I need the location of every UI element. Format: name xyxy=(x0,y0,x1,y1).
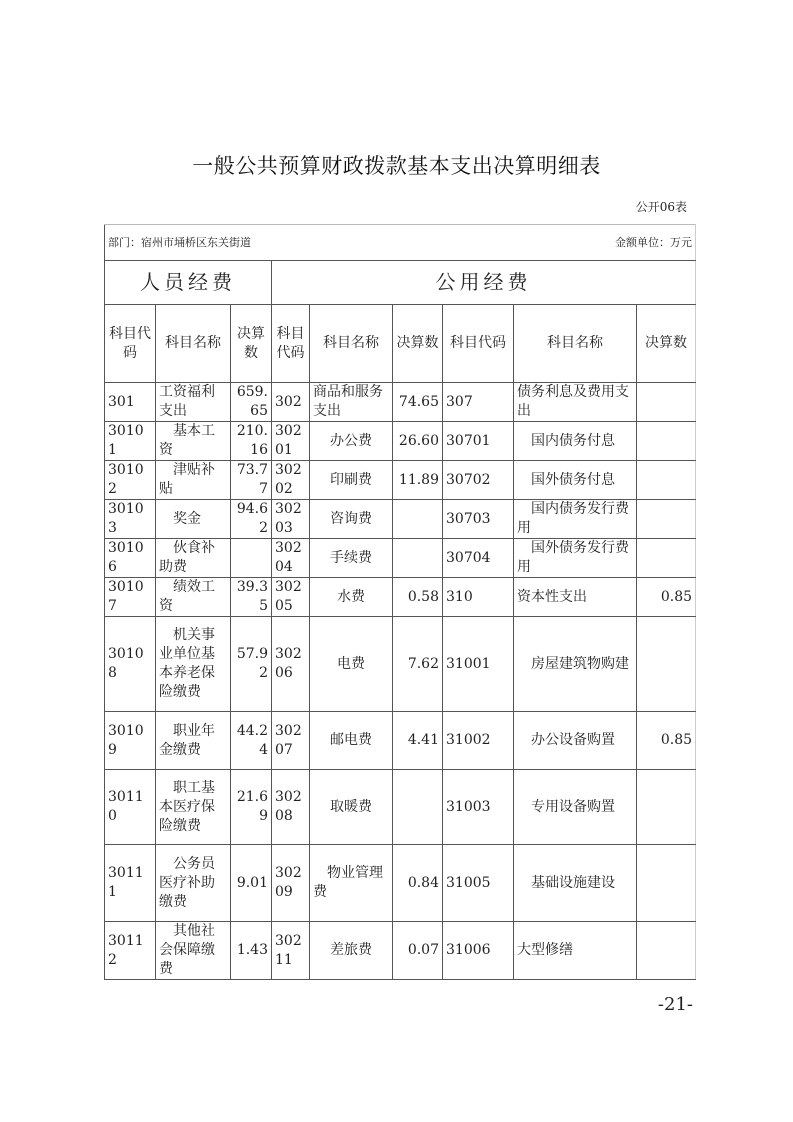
table-row xyxy=(105,617,696,712)
public-name: 电费 xyxy=(310,617,393,712)
personnel-code: 30109 xyxy=(105,712,156,770)
other-code: 31006 xyxy=(443,922,514,980)
header-name: 科目名称 xyxy=(310,305,393,383)
other-amount xyxy=(637,383,696,422)
personnel-amount: 44.24 xyxy=(231,712,272,770)
personnel-name: 公务员医疗补助缴费 xyxy=(156,845,231,922)
header-amount: 决算数 xyxy=(231,305,272,383)
other-name: 房屋建筑物购建 xyxy=(514,617,637,712)
personnel-name: 基本工资 xyxy=(156,422,231,461)
public-name: 印刷费 xyxy=(310,461,393,500)
public-name: 水费 xyxy=(310,578,393,617)
header-name: 科目名称 xyxy=(156,305,231,383)
other-code: 310 xyxy=(443,578,514,617)
header-amount: 决算数 xyxy=(637,305,696,383)
public-name: 手续费 xyxy=(310,539,393,578)
other-name: 国内债务付息 xyxy=(514,422,637,461)
other-name: 债务利息及费用支出 xyxy=(514,383,637,422)
public-code: 30205 xyxy=(272,578,310,617)
public-code: 30204 xyxy=(272,539,310,578)
personnel-code: 30112 xyxy=(105,922,156,980)
public-code: 30201 xyxy=(272,422,310,461)
public-amount: 0.07 xyxy=(393,922,443,980)
personnel-amount: 21.69 xyxy=(231,770,272,845)
other-name: 国外债务付息 xyxy=(514,461,637,500)
page-title: 一般公共预算财政拨款基本支出决算明细表 xyxy=(192,154,601,178)
department-label: 部门：宿州市埇桥区东关街道 xyxy=(108,236,251,249)
public-code: 30207 xyxy=(272,712,310,770)
table-row xyxy=(105,770,696,845)
public-amount xyxy=(393,500,443,539)
info-row xyxy=(105,225,696,261)
public-amount: 7.62 xyxy=(393,617,443,712)
other-code: 31003 xyxy=(443,770,514,845)
other-name: 国内债务发行费用 xyxy=(514,500,637,539)
personnel-code: 30103 xyxy=(105,500,156,539)
personnel-code: 30106 xyxy=(105,539,156,578)
page-number: -21- xyxy=(657,994,693,1015)
other-code: 30704 xyxy=(443,539,514,578)
personnel-code: 30108 xyxy=(105,617,156,712)
public-name: 咨询费 xyxy=(310,500,393,539)
other-code: 30702 xyxy=(443,461,514,500)
table-row xyxy=(105,539,696,578)
section-header-row xyxy=(105,261,696,305)
table-row xyxy=(105,461,696,500)
personnel-code: 30101 xyxy=(105,422,156,461)
personnel-name: 工资福利支出 xyxy=(156,383,231,422)
table-body xyxy=(105,383,696,980)
section-public: 公用经费 xyxy=(272,261,696,305)
personnel-name: 奖金 xyxy=(156,500,231,539)
header-name: 科目名称 xyxy=(514,305,637,383)
personnel-name: 绩效工资 xyxy=(156,578,231,617)
unit-label: 金额单位：万元 xyxy=(615,236,693,249)
public-amount: 0.58 xyxy=(393,578,443,617)
other-name: 专用设备购置 xyxy=(514,770,637,845)
table-number: 公开06表 xyxy=(635,200,687,214)
other-code: 30703 xyxy=(443,500,514,539)
personnel-code: 301 xyxy=(105,383,156,422)
public-name: 办公费 xyxy=(310,422,393,461)
table-row xyxy=(105,383,696,422)
personnel-amount: 659.65 xyxy=(231,383,272,422)
expenditure-table xyxy=(104,224,696,980)
other-name: 基础设施建设 xyxy=(514,845,637,922)
public-code: 302 xyxy=(272,383,310,422)
table-row xyxy=(105,712,696,770)
public-code: 30202 xyxy=(272,461,310,500)
public-code: 30209 xyxy=(272,845,310,922)
public-amount: 11.89 xyxy=(393,461,443,500)
personnel-name: 其他社会保障缴费 xyxy=(156,922,231,980)
other-amount xyxy=(637,461,696,500)
header-amount: 决算数 xyxy=(393,305,443,383)
other-name: 办公设备购置 xyxy=(514,712,637,770)
personnel-amount: 1.43 xyxy=(231,922,272,980)
public-code: 30211 xyxy=(272,922,310,980)
other-name: 大型修缮 xyxy=(514,922,637,980)
personnel-amount: 39.35 xyxy=(231,578,272,617)
personnel-amount xyxy=(231,539,272,578)
personnel-amount: 210.16 xyxy=(231,422,272,461)
personnel-amount: 57.92 xyxy=(231,617,272,712)
public-name: 邮电费 xyxy=(310,712,393,770)
other-code: 30701 xyxy=(443,422,514,461)
other-code: 31001 xyxy=(443,617,514,712)
personnel-name: 机关事业单位基本养老保险缴费 xyxy=(156,617,231,712)
other-amount xyxy=(637,500,696,539)
public-code: 30206 xyxy=(272,617,310,712)
personnel-code: 30102 xyxy=(105,461,156,500)
table-row xyxy=(105,578,696,617)
public-amount: 26.60 xyxy=(393,422,443,461)
personnel-code: 30107 xyxy=(105,578,156,617)
personnel-code: 30110 xyxy=(105,770,156,845)
public-amount xyxy=(393,770,443,845)
table-row xyxy=(105,500,696,539)
public-amount: 4.41 xyxy=(393,712,443,770)
other-name: 资本性支出 xyxy=(514,578,637,617)
public-code: 30208 xyxy=(272,770,310,845)
other-amount: 0.85 xyxy=(637,578,696,617)
public-code: 30203 xyxy=(272,500,310,539)
personnel-code: 30111 xyxy=(105,845,156,922)
header-code: 科目代码 xyxy=(105,305,156,383)
other-name: 国外债务发行费用 xyxy=(514,539,637,578)
header-code: 科目代码 xyxy=(272,305,310,383)
other-code: 31002 xyxy=(443,712,514,770)
table-row xyxy=(105,845,696,922)
other-amount xyxy=(637,617,696,712)
public-name: 差旅费 xyxy=(310,922,393,980)
section-personnel: 人员经费 xyxy=(105,261,272,305)
table-row xyxy=(105,422,696,461)
public-amount: 0.84 xyxy=(393,845,443,922)
public-amount xyxy=(393,539,443,578)
column-header-row xyxy=(105,305,696,383)
personnel-amount: 9.01 xyxy=(231,845,272,922)
personnel-name: 伙食补助费 xyxy=(156,539,231,578)
public-name: 物业管理费 xyxy=(310,845,393,922)
public-name: 商品和服务支出 xyxy=(310,383,393,422)
other-code: 307 xyxy=(443,383,514,422)
personnel-name: 津贴补贴 xyxy=(156,461,231,500)
personnel-amount: 94.62 xyxy=(231,500,272,539)
public-amount: 74.65 xyxy=(393,383,443,422)
header-code: 科目代码 xyxy=(443,305,514,383)
other-amount xyxy=(637,422,696,461)
personnel-amount: 73.77 xyxy=(231,461,272,500)
other-amount: 0.85 xyxy=(637,712,696,770)
other-code: 31005 xyxy=(443,845,514,922)
other-amount xyxy=(637,845,696,922)
public-name: 取暖费 xyxy=(310,770,393,845)
table-row xyxy=(105,922,696,980)
personnel-name: 职业年金缴费 xyxy=(156,712,231,770)
other-amount xyxy=(637,770,696,845)
personnel-name: 职工基本医疗保险缴费 xyxy=(156,770,231,845)
other-amount xyxy=(637,922,696,980)
other-amount xyxy=(637,539,696,578)
